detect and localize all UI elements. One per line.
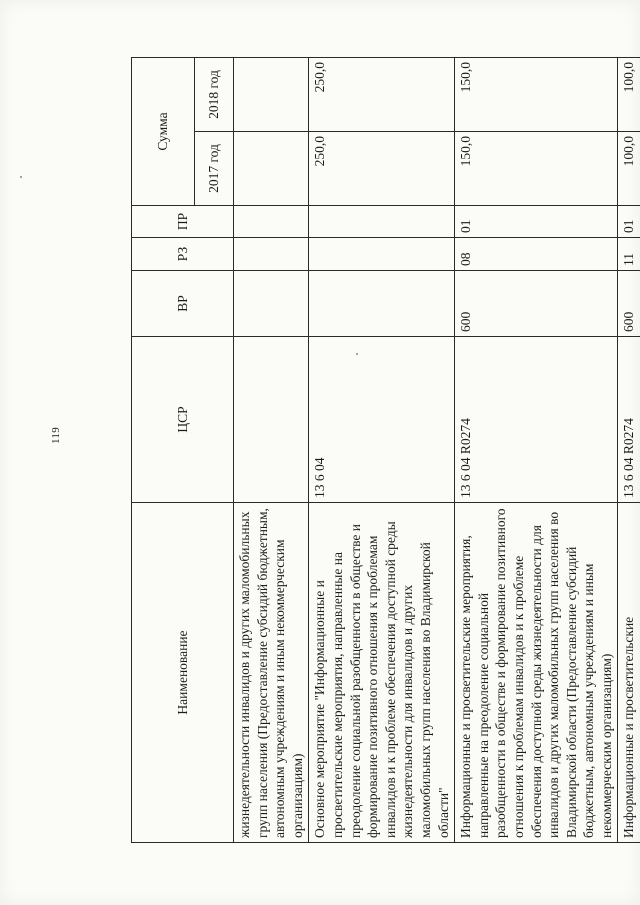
rotated-table-block [131, 58, 637, 843]
row-2018: 100,0 [618, 57, 640, 131]
row-vr: 600 [455, 271, 618, 337]
header-pr: ПР [132, 206, 234, 238]
row-name: Информационные и просветительские [618, 503, 640, 843]
header-rz: РЗ [132, 238, 234, 271]
row-2017: 150,0 [455, 132, 618, 206]
row-2017 [234, 132, 309, 206]
header-sum: Сумма [132, 57, 195, 205]
row-csr: 13 6 04 [309, 337, 455, 503]
row-name: Информационные и просветительские мероприятия, направленные на преодоление социальной разобщенности в обществе и формирование позитивного отношения к проблемам инвалидов и к проблеме обеспечения доступной среды жизнедеятельности для инвалидов и других маломобильных групп населения во Владимирской области (Предоставление субсидий бюджетным, автономным учреждениям и иным некоммерческим организациям) [455, 503, 618, 843]
row-pr [309, 206, 455, 238]
page-number: 119 [50, 427, 62, 444]
row-csr: 13 6 04 R0274 [618, 337, 640, 503]
row-vr: 600 [618, 271, 640, 337]
row-rz: 08 [455, 238, 618, 271]
row-pr: 01 [618, 206, 640, 238]
table-row [309, 57, 455, 842]
table-row [455, 57, 618, 842]
row-vr [309, 271, 455, 337]
row-rz [309, 238, 455, 271]
budget-table [131, 57, 640, 843]
table-row [618, 57, 640, 842]
row-2017: 250,0 [309, 132, 455, 206]
row-csr: 13 6 04 R0274 [455, 337, 618, 503]
header-2017: 2017 год [195, 132, 234, 206]
table-row [234, 57, 309, 842]
row-csr [234, 337, 309, 503]
header-csr: ЦСР [132, 337, 234, 503]
row-name: Основное мероприятие "Информационные и просветительские мероприятия, направленные на преодоление социальной разобщенности в обществе и формирование позитивного отношения к проблемам инвалидов и к проблеме обеспечения доступной среды жизнедеятельности для инвалидов и других маломобильных групп населения во Владимирской области" [309, 503, 455, 843]
row-pr [234, 206, 309, 238]
row-name: жизнедеятельности инвалидов и других маломобильных групп населения (Предоставление субсидий бюджетным, автономным учреждениям и иным некоммерческим организациям) [234, 503, 309, 843]
row-2017: 100,0 [618, 132, 640, 206]
scan-speck [356, 353, 358, 355]
row-vr [234, 271, 309, 337]
row-rz: 11 [618, 238, 640, 271]
header-name: Наименование [132, 503, 234, 843]
header-2018: 2018 год [195, 57, 234, 131]
scan-speck [20, 176, 22, 178]
row-rz [234, 238, 309, 271]
row-2018: 250,0 [309, 57, 455, 131]
header-vr: ВР [132, 271, 234, 337]
row-2018 [234, 57, 309, 131]
row-pr: 01 [455, 206, 618, 238]
row-2018: 150,0 [455, 57, 618, 131]
